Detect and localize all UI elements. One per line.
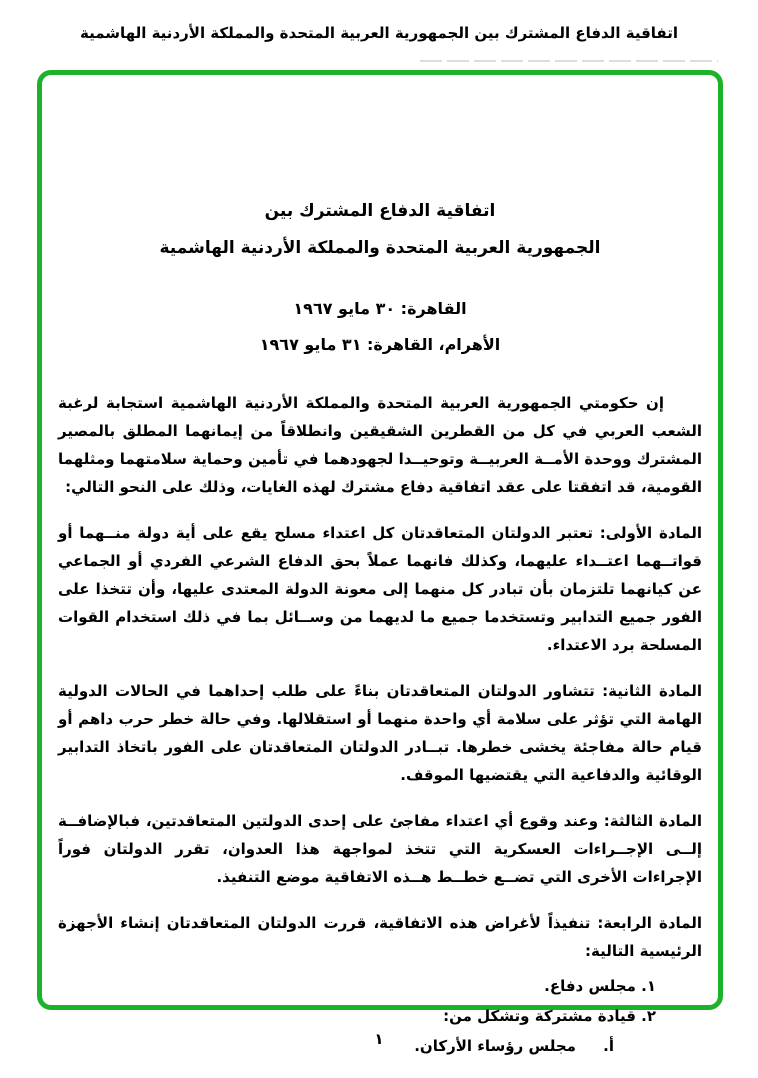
list-item-marker: ١. — [641, 977, 656, 995]
green-border-box — [37, 70, 723, 1055]
header-underline-artifact — [420, 60, 718, 62]
document-body — [58, 389, 702, 1061]
list-item-text: قيادة مشتركة وتشكل من: — [443, 1007, 636, 1025]
date-line-alahram: الأهرام، القاهرة: ٣١ مايو ١٩٦٧ — [259, 335, 501, 354]
list-item-joint-command — [58, 1001, 702, 1031]
document-title-line-2: الجمهورية العربية المتحدة والمملكة الأردنية الهاشمية — [159, 238, 601, 258]
date-line-cairo: القاهرة: ٣٠ مايو ١٩٦٧ — [293, 299, 467, 318]
page-number: ١ — [374, 1030, 384, 1048]
list-item-marker: ٢. — [641, 1007, 656, 1025]
document-title — [58, 193, 702, 267]
list-item-text: مجلس رؤساء الأركان. — [414, 1037, 576, 1055]
article-2-paragraph: المادة الثانية: تتشاور الدولتان المتعاقدتان بناءً على طلب إحداهما في الحالات الدولية الهامة التي تؤثر على سلامة أي واحدة منهما أو استقلالها. وفي حالة خطر حرب داهم أو قيام حالة مفاجئة يخشى خطرها. تبــادر الدولتان المتعاقدتان على الفور باتخاذ التدابير الوقائية والدفاعية التي يقتضيها الموقف. — [58, 682, 702, 784]
article-1-paragraph: المادة الأولى: تعتبر الدولتان المتعاقدتان كل اعتداء مسلح يقع على أية دولة منــهما أو قواتــهما اعتــداء عليهما، وكذلك فانهما عملاً بحق الدفاع الشرعي الفردي أو الجماعي عن كيانهما تلتزمان بأن تبادر كل منهما إلى معونة الدولة المعتدى عليها، وأن تتخذا على الفور جميع التدابير وتستخدما جميع ما لديهما من وســائل بما في ذلك استخدام القوات المسلحة برد الاعتداء. — [58, 524, 702, 654]
list-item-marker: أ. — [603, 1037, 614, 1055]
document-dates — [58, 291, 702, 363]
article-4-paragraph: المادة الرابعة: تنفيذاً لأغراض هذه الاتفاقية، قررت الدولتان المتعاقدتان إنشاء الأجهزة الرئيسية التالية: — [58, 914, 702, 960]
article-3-paragraph: المادة الثالثة: وعند وقوع أي اعتداء مفاجئ على إحدى الدولتين المتعاقدتين، فبالإضافــة إلــى الإجــراءات العسكرية التي تتخذ لمواجهة هذا العدوان، تقرر الدولتان فوراً الإجراءات الأخرى التي تضــع خطــط هــذه الاتفاقية موضع التنفيذ. — [58, 812, 702, 886]
page-header-title: اتفاقية الدفاع المشترك بين الجمهورية العربية المتحدة والمملكة الأردنية الهاشمية — [80, 24, 678, 42]
preamble-paragraph: إن حكومتي الجمهورية العربية المتحدة والمملكة الأردنية الهاشمية استجابة لرغبة الشعب العربي في كل من القطرين الشقيقين وانطلاقاً من إيمانهما المطلق بالمصير المشترك ووحدة الأمــة العربيــة وتوحيــدا لجهودهما في تأمين وحماية سلامتهما ومثلهما القومية، قد اتفقتا على عقد اتفاقية دفاع مشترك لهذه الغايات، وذلك على النحو التالي: — [58, 394, 702, 496]
list-item-text: مجلس دفاع. — [544, 977, 636, 995]
document-content — [42, 193, 718, 1061]
list-item-defense-council — [58, 971, 702, 1001]
document-title-line-1: اتفاقية الدفاع المشترك بين — [264, 201, 496, 221]
